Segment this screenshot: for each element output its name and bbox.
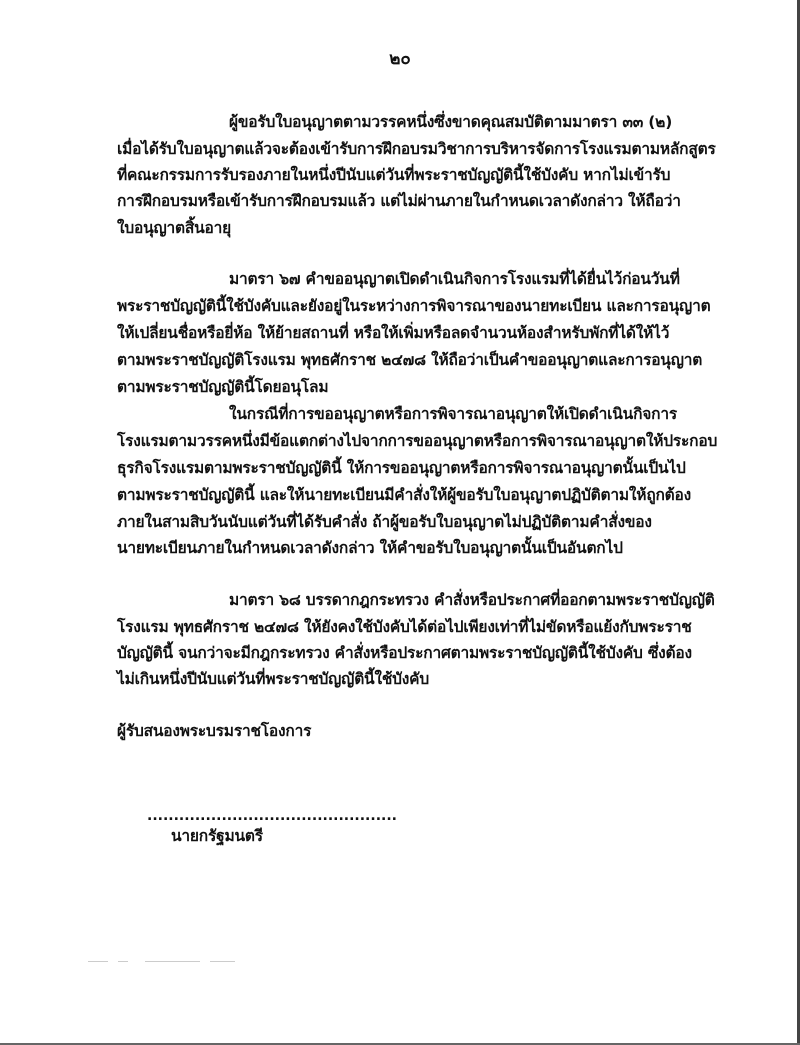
para1-line-4: การฝึกอบรมหรือเข้ารับการฝึกอบรมแล้ว แต่ไม่ผ่านภายในกำหนดเวลาดังกล่าว ให้ถือว่า	[117, 192, 681, 210]
page-number: ๒๐	[389, 49, 411, 69]
section67-line-5: ตามพระราชบัญญัตินี้โดยอนุโลม	[117, 378, 329, 396]
scan-speck	[210, 961, 235, 962]
section68-line-4: ไม่เกินหนึ่งปีนับแต่วันที่พระราชบัญญัตินี้ใช้บังคับ	[117, 670, 429, 688]
section67-line-3: ให้เปลี่ยนชื่อหรือยี่ห้อ ให้ย้ายสถานที่ หรือให้เพิ่มหรือลดจำนวนห้องสำหรับพักที่ได้ให้ไว้	[117, 324, 670, 342]
section67-p2-line-3: ธุรกิจโรงแรมตามพระราชบัญญัตินี้ ให้การขออนุญาตหรือการพิจารณาอนุญาตนั้นเป็นไป	[117, 459, 686, 477]
para1-line-3: ที่คณะกรรมการรับรองภายในหนึ่งปีนับแต่วันที่พระราชบัญญัตินี้ใช้บังคับ หากไม่เข้ารับ	[117, 166, 671, 184]
scan-speck	[118, 961, 128, 962]
section68-line-2: โรงแรม พุทธศักราช ๒๔๗๘ ให้ยังคงใช้บังคับได้ต่อไปเพียงเท่าที่ไม่ขัดหรือแย้งกับพระราช	[117, 618, 692, 636]
section67-line-1: มาตรา ๖๗ คำขออนุญาตเปิดดำเนินกิจการโรงแรมที่ได้ยื่นไว้ก่อนวันที่	[229, 270, 680, 288]
section68-line-3: บัญญัตินี้ จนกว่าจะมีกฎกระทรวง คำสั่งหรือประกาศตามพระราชบัญญัตินี้ใช้บังคับ ซึ่งต้อง	[117, 644, 692, 662]
scan-speck	[88, 961, 108, 962]
scan-speck	[145, 961, 200, 962]
section67-p2-line-5: ภายในสามสิบวันนับแต่วันที่ได้รับคำสั่ง ถ้าผู้ขอรับใบอนุญาตไม่ปฏิบัติตามคำสั่งของ	[117, 513, 652, 531]
section67-p2-line-1: ในกรณีที่การขออนุญาตหรือการพิจารณาอนุญาตให้เปิดดำเนินกิจการ	[229, 405, 677, 423]
para1-line-1: ผู้ขอรับใบอนุญาตตามวรรคหนึ่งซึ่งขาดคุณสมบัติตามมาตรา ๓๓ (๒)	[229, 113, 673, 131]
signer-title: นายกรัฐมนตรี	[171, 827, 263, 845]
section68-line-1: มาตรา ๖๘ บรรดากฎกระทรวง คำสั่งหรือประกาศที่ออกตามพระราชบัญญัติ	[229, 591, 715, 609]
para1-line-5: ใบอนุญาตสิ้นอายุ	[117, 219, 232, 237]
countersign-label: ผู้รับสนองพระบรมราชโองการ	[117, 722, 312, 740]
section67-p2-line-4: ตามพระราชบัญญัตินี้ และให้นายทะเบียนมีคำสั่งให้ผู้ขอรับใบอนุญาตปฏิบัติตามให้ถูกต้อง	[117, 486, 692, 504]
para1-line-2: เมื่อได้รับใบอนุญาตแล้วจะต้องเข้ารับการฝึกอบรมวิชาการบริหารจัดการโรงแรมตามหลักสูตร	[117, 140, 716, 158]
section67-line-4: ตามพระราชบัญญัติโรงแรม พุทธศักราช ๒๔๗๘ ให้ถือว่าเป็นคำขออนุญาตและการอนุญาต	[117, 351, 703, 369]
section67-p2-line-6: นายทะเบียนภายในกำหนดเวลาดังกล่าว ให้คำขอรับใบอนุญาตนั้นเป็นอันตกไป	[117, 539, 623, 557]
section67-line-2: พระราชบัญญัตินี้ใช้บังคับและยังอยู่ในระหว่างการพิจารณาของนายทะเบียน และการอนุญาต	[117, 297, 711, 315]
signature-line: ...............................................	[147, 808, 397, 824]
section67-p2-line-2: โรงแรมตามวรรคหนึ่งมีข้อแตกต่างไปจากการขออนุญาตหรือการพิจารณาอนุญาตให้ประกอบ	[117, 432, 718, 450]
